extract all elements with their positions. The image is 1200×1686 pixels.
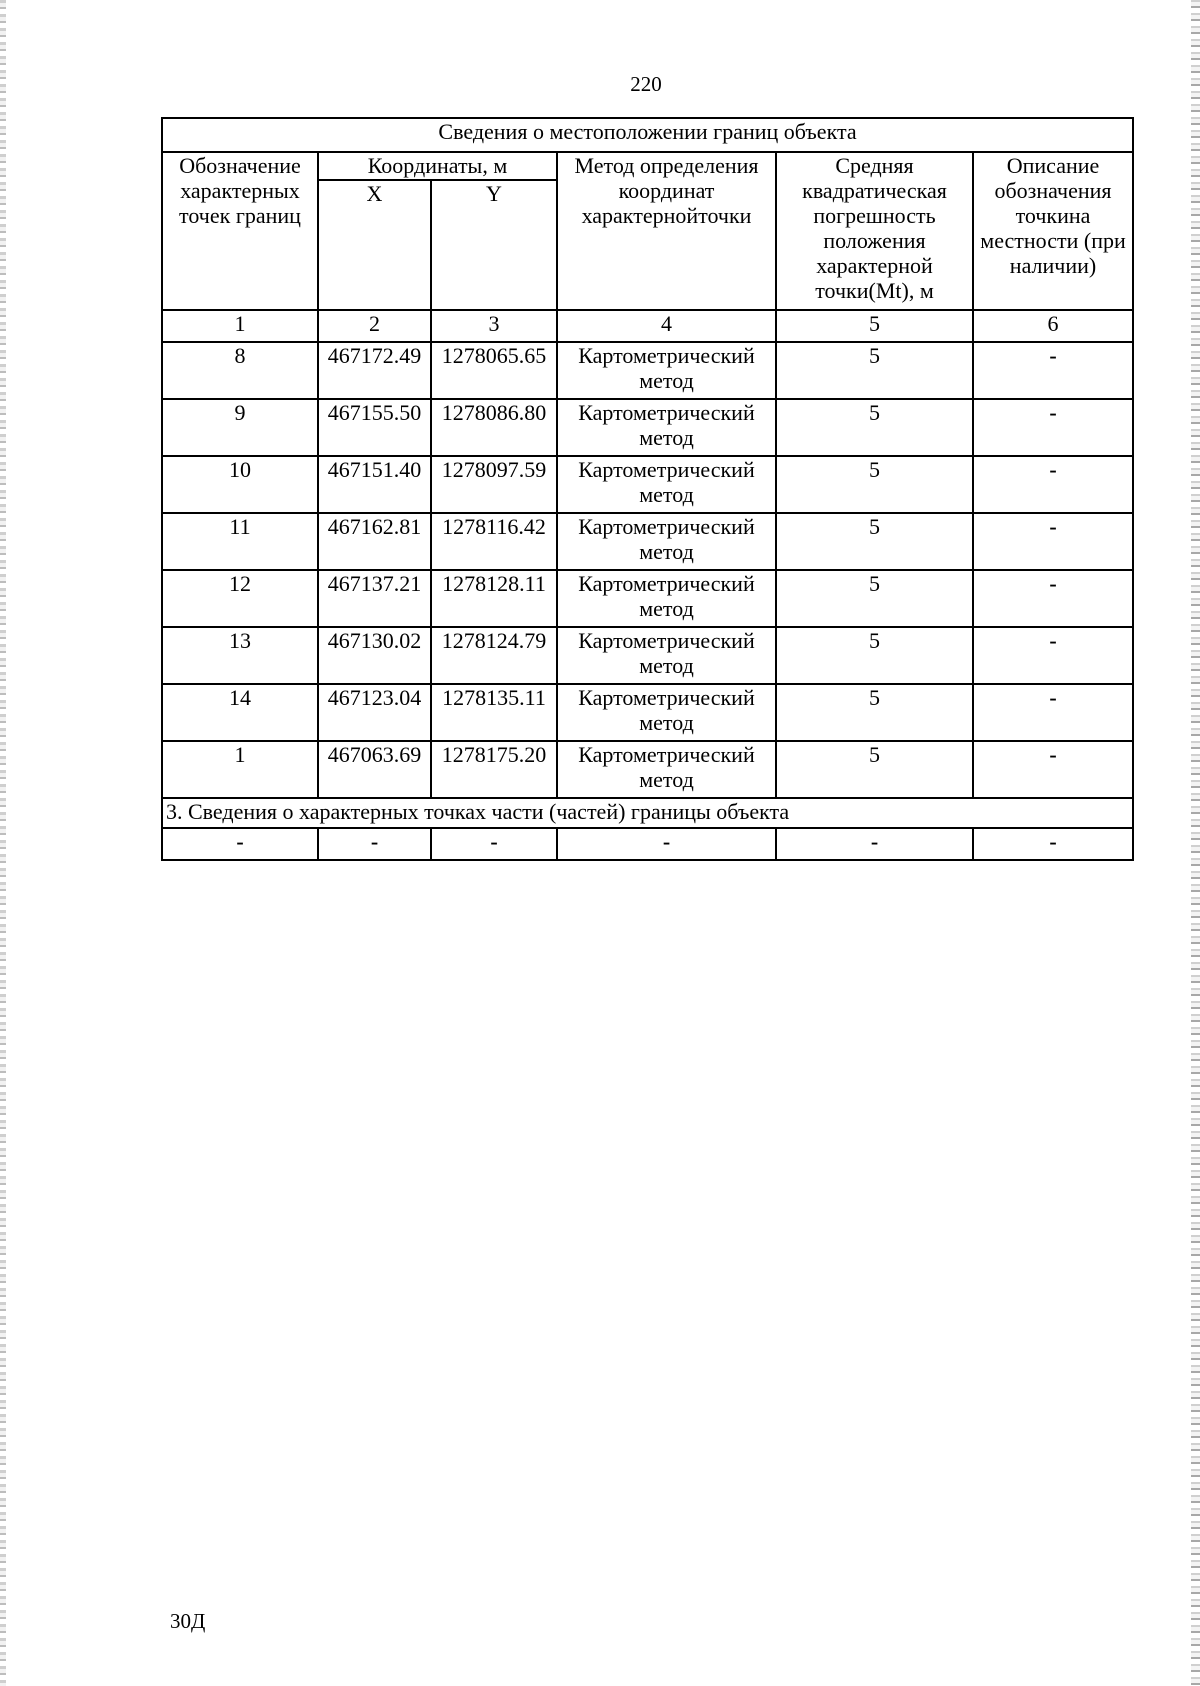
section3-title: 3. Сведения о характерных точках части (частей) границы объекта [162, 798, 1133, 828]
section3-row [162, 798, 1133, 828]
x-cell: 467063.69 [318, 741, 431, 798]
point-cell: 13 [162, 627, 318, 684]
error-cell: 5 [776, 741, 973, 798]
table-row [162, 399, 1133, 456]
point-cell: 14 [162, 684, 318, 741]
description-cell: - [973, 513, 1133, 570]
header-coordinates: Координаты, м [318, 152, 557, 180]
description-cell: - [973, 627, 1133, 684]
section3-cell: - [776, 828, 973, 860]
error-cell: 5 [776, 342, 973, 399]
header-mean-error: Средняя квадратическая погрешность положения характерной точки(Mt), м [776, 152, 973, 310]
method-cell: Картометрический метод [557, 684, 776, 741]
y-cell: 1278097.59 [431, 456, 557, 513]
point-cell: 10 [162, 456, 318, 513]
column-number: 3 [431, 310, 557, 342]
y-cell: 1278135.11 [431, 684, 557, 741]
description-cell: - [973, 456, 1133, 513]
header-method: Метод определения координат характернойточки [557, 152, 776, 310]
error-cell: 5 [776, 627, 973, 684]
table-title-row [162, 118, 1133, 152]
column-number-row [162, 310, 1133, 342]
y-cell: 1278128.11 [431, 570, 557, 627]
table-row [162, 684, 1133, 741]
method-cell: Картометрический метод [557, 570, 776, 627]
error-cell: 5 [776, 456, 973, 513]
method-cell: Картометрический метод [557, 513, 776, 570]
section3-cell: - [318, 828, 431, 860]
table-row [162, 627, 1133, 684]
header-x: X [318, 180, 431, 310]
error-cell: 5 [776, 513, 973, 570]
column-number: 4 [557, 310, 776, 342]
section3-cell: - [973, 828, 1133, 860]
x-cell: 467162.81 [318, 513, 431, 570]
table-title: Сведения о местоположении границ объекта [162, 118, 1133, 152]
point-cell: 9 [162, 399, 318, 456]
method-cell: Картометрический метод [557, 342, 776, 399]
header-description: Описание обозначения точкина местности (при наличии) [973, 152, 1133, 310]
error-cell: 5 [776, 570, 973, 627]
y-cell: 1278124.79 [431, 627, 557, 684]
table-row [162, 342, 1133, 399]
y-cell: 1278175.20 [431, 741, 557, 798]
error-cell: 5 [776, 684, 973, 741]
x-cell: 467155.50 [318, 399, 431, 456]
x-cell: 467151.40 [318, 456, 431, 513]
point-cell: 1 [162, 741, 318, 798]
description-cell: - [973, 741, 1133, 798]
description-cell: - [973, 570, 1133, 627]
y-cell: 1278116.42 [431, 513, 557, 570]
section3-cell: - [557, 828, 776, 860]
footer-code: 30Д [170, 1609, 206, 1633]
method-cell: Картометрический метод [557, 627, 776, 684]
point-cell: 12 [162, 570, 318, 627]
column-number: 5 [776, 310, 973, 342]
y-cell: 1278086.80 [431, 399, 557, 456]
column-number: 6 [973, 310, 1133, 342]
method-cell: Картометрический метод [557, 399, 776, 456]
table-row [162, 456, 1133, 513]
y-cell: 1278065.65 [431, 342, 557, 399]
header-row [162, 152, 1133, 180]
point-cell: 11 [162, 513, 318, 570]
method-cell: Картометрический метод [557, 741, 776, 798]
table-row [162, 513, 1133, 570]
header-point-designation: Обозначение характерных точек границ [162, 152, 318, 310]
header-y: Y [431, 180, 557, 310]
description-cell: - [973, 684, 1133, 741]
column-number: 2 [318, 310, 431, 342]
point-cell: 8 [162, 342, 318, 399]
section3-cell: - [162, 828, 318, 860]
x-cell: 467137.21 [318, 570, 431, 627]
page-number: 220 [630, 72, 662, 96]
section3-cell: - [431, 828, 557, 860]
boundary-table [161, 117, 1134, 861]
method-cell: Картометрический метод [557, 456, 776, 513]
description-cell: - [973, 399, 1133, 456]
scan-edge-left [0, 0, 6, 1686]
x-cell: 467123.04 [318, 684, 431, 741]
table-row [162, 570, 1133, 627]
table-row [162, 741, 1133, 798]
error-cell: 5 [776, 399, 973, 456]
x-cell: 467130.02 [318, 627, 431, 684]
section3-data-row [162, 828, 1133, 860]
column-number: 1 [162, 310, 318, 342]
scan-edge-right [1191, 0, 1200, 1686]
description-cell: - [973, 342, 1133, 399]
x-cell: 467172.49 [318, 342, 431, 399]
